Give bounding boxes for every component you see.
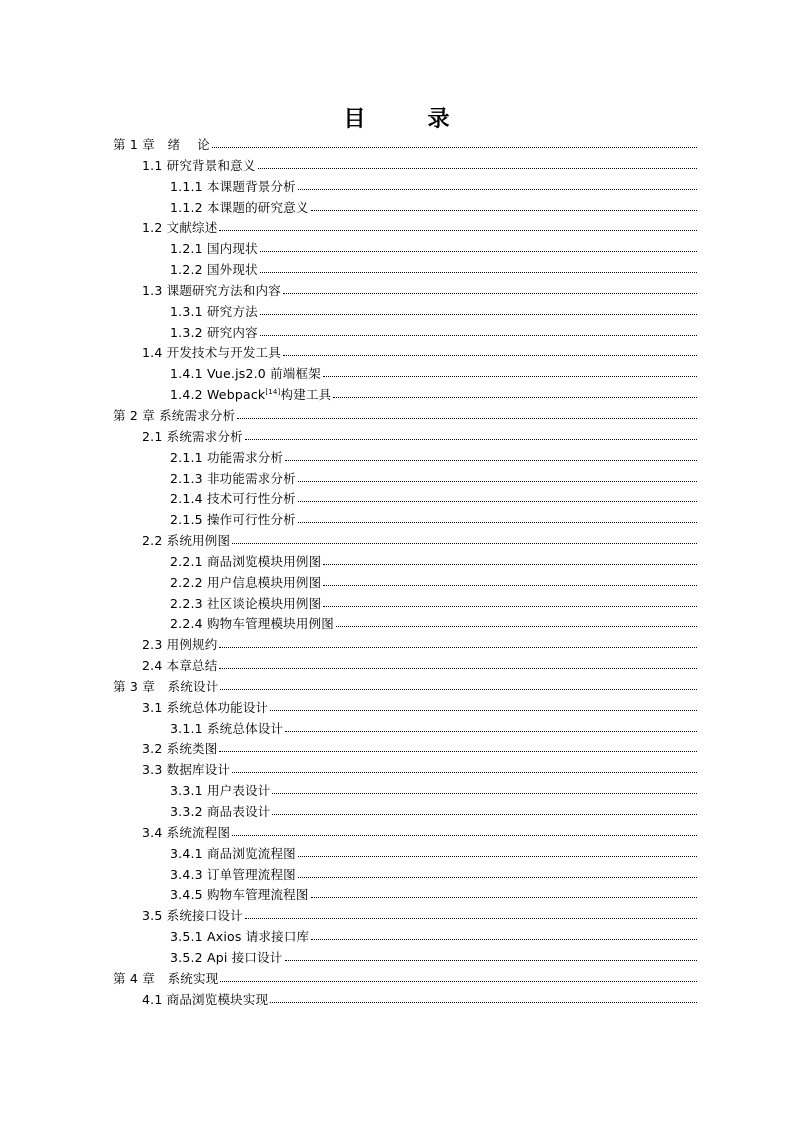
toc-entry-level-1[interactable] (0, 406, 793, 427)
toc-entry-text: 1.1.2 本课题的研究意义 (170, 199, 309, 215)
toc-entry-text: 3.3.2 商品表设计 (170, 804, 271, 819)
toc-entry-text: 1.4.1 Vue.js2.0 前端框架 (170, 366, 321, 382)
dot-leader (285, 959, 697, 961)
dot-leader (298, 188, 697, 190)
toc-entry-text: 3.3.1 用户表设计 (170, 783, 271, 799)
dot-leader (333, 396, 697, 398)
toc-entry-row (170, 364, 697, 385)
toc-entry-level-3[interactable] (0, 552, 793, 573)
toc-entry-level-3[interactable] (0, 260, 793, 281)
toc-entry-text: 3.4.5 购物车管理流程图 (170, 887, 309, 903)
toc-entry-label (170, 844, 296, 865)
dot-leader (237, 417, 697, 419)
toc-entry-level-2[interactable] (0, 760, 793, 781)
toc-entry-text: 3.1 系统总体功能设计 (142, 699, 269, 715)
dot-leader (220, 688, 697, 690)
toc-entry-level-3[interactable] (0, 594, 793, 615)
toc-entry-level-3[interactable] (0, 489, 793, 510)
toc-entry-level-3[interactable] (0, 469, 793, 490)
toc-entry-text-continued: 构建工具 (280, 387, 332, 403)
toc-entry-row (142, 343, 697, 364)
toc-entry-text: 2.1.3 非功能需求分析 (170, 470, 296, 486)
dot-leader (258, 167, 697, 169)
dot-leader (311, 209, 697, 211)
toc-entry-label (170, 239, 258, 260)
dot-leader (270, 709, 697, 711)
toc-entry-label (142, 281, 281, 302)
dot-leader (298, 855, 697, 857)
toc-entry-level-1[interactable] (0, 677, 793, 698)
toc-entry-label (142, 156, 256, 177)
toc-entry-label (142, 531, 230, 552)
toc-entry-level-3[interactable] (0, 781, 793, 802)
toc-entry-text: 2.2.4 购物车管理模块用例图 (170, 616, 334, 632)
toc-entry-label (142, 823, 230, 844)
toc-entry-text: 1.3.2 研究内容 (170, 324, 258, 340)
toc-entry-row (170, 385, 697, 406)
toc-entry-level-2[interactable] (0, 698, 793, 719)
toc-entry-row (170, 177, 697, 198)
table-of-contents (0, 135, 793, 1010)
dot-leader (298, 480, 697, 482)
toc-entry-label (170, 260, 258, 281)
dot-leader (245, 917, 697, 919)
dot-leader (283, 292, 697, 294)
dot-leader (245, 438, 697, 440)
toc-entry-row (142, 427, 697, 448)
toc-entry-level-3[interactable] (0, 510, 793, 531)
toc-entry-text: 3.1.1 系统总体设计 (170, 720, 284, 736)
toc-entry-label (142, 739, 217, 760)
toc-entry-level-3[interactable] (0, 885, 793, 906)
toc-entry-text: 2.3 用例规约 (142, 637, 218, 653)
toc-entry-level-3[interactable] (0, 719, 793, 740)
toc-entry-row (170, 239, 697, 260)
toc-entry-level-3[interactable] (0, 802, 793, 823)
toc-entry-label (170, 489, 296, 510)
toc-entry-text: 4.1 商品浏览模块实现 (142, 991, 269, 1007)
toc-entry-row (170, 594, 697, 615)
toc-entry-row (142, 218, 697, 239)
toc-entry-label (142, 427, 243, 448)
toc-entry-row (142, 531, 697, 552)
toc-entry-level-2[interactable] (0, 281, 793, 302)
toc-entry-text: 1.2.2 国外现状 (170, 262, 258, 278)
toc-entry-text: 3.5 系统接口设计 (142, 908, 243, 924)
toc-entry-row (142, 823, 697, 844)
toc-entry-level-3[interactable] (0, 239, 793, 260)
toc-entry-level-3[interactable] (0, 573, 793, 594)
dot-leader (260, 250, 697, 252)
dot-leader (285, 459, 697, 461)
dot-leader (232, 771, 697, 773)
dot-leader (272, 792, 697, 794)
toc-entry-text: 2.1.5 操作可行性分析 (170, 512, 296, 528)
toc-entry-label (170, 323, 258, 344)
toc-entry-label (170, 781, 270, 802)
toc-entry-row (142, 906, 697, 927)
toc-entry-label (170, 364, 321, 385)
toc-entry-text: 2.1.1 功能需求分析 (170, 449, 284, 465)
toc-entry-label (113, 677, 218, 698)
toc-entry-level-2[interactable] (0, 739, 793, 760)
toc-entry-level-2[interactable] (0, 156, 793, 177)
toc-entry-text: 1.1 研究背景和意义 (142, 157, 256, 173)
dot-leader (285, 730, 697, 732)
toc-entry-level-2[interactable] (0, 635, 793, 656)
toc-entry-text: 第 3 章 系统设计 (113, 678, 219, 694)
toc-entry-level-2[interactable] (0, 531, 793, 552)
toc-entry-row (170, 469, 697, 490)
toc-entry-text: 1.4 开发技术与开发工具 (142, 345, 281, 361)
toc-entry-label (142, 906, 243, 927)
toc-entry-label (170, 198, 309, 219)
toc-entry-row (142, 656, 697, 677)
toc-entry-text: 1.3.1 研究方法 (170, 303, 258, 319)
toc-entry-label (170, 802, 270, 823)
dot-leader (260, 334, 697, 336)
toc-entry-level-3[interactable] (0, 385, 793, 406)
toc-entry-text: 2.2.3 社区谈论模块用例图 (170, 595, 322, 611)
toc-entry-level-1[interactable] (0, 135, 793, 156)
toc-entry-text: 3.5.2 Api 接口设计 (170, 949, 283, 965)
toc-entry-row (170, 865, 697, 886)
toc-entry-level-3[interactable] (0, 844, 793, 865)
toc-entry-row (170, 927, 697, 948)
toc-entry-level-2[interactable] (0, 823, 793, 844)
toc-entry-text: 3.5.1 Axios 请求接口库 (170, 929, 310, 945)
dot-leader (219, 229, 697, 231)
toc-entry-row (170, 260, 697, 281)
toc-entry-row (170, 719, 697, 740)
toc-entry-label (142, 656, 217, 677)
toc-entry-label (170, 510, 296, 531)
toc-entry-text: 第 4 章 系统实现 (113, 970, 219, 986)
toc-entry-label (142, 760, 230, 781)
toc-entry-row (170, 948, 697, 969)
toc-entry-row (113, 969, 697, 990)
toc-entry-row (170, 552, 697, 573)
toc-entry-row (113, 135, 697, 156)
toc-entry-label (170, 302, 258, 323)
toc-entry-text: 2.2.1 商品浏览模块用例图 (170, 553, 322, 569)
toc-entry-row (170, 323, 697, 344)
toc-entry-row (142, 698, 697, 719)
toc-entry-level-3[interactable] (0, 364, 793, 385)
dot-leader (323, 375, 697, 377)
toc-entry-label (170, 469, 296, 490)
toc-entry-level-1[interactable] (0, 969, 793, 990)
dot-leader (220, 980, 697, 982)
toc-entry-row (142, 635, 697, 656)
toc-entry-label (170, 385, 331, 406)
toc-entry-text: 2.1 系统需求分析 (142, 428, 243, 444)
dot-leader (270, 1001, 697, 1003)
toc-entry-text: 1.2 文献综述 (142, 220, 218, 236)
toc-entry-label (113, 969, 218, 990)
toc-entry-row (113, 677, 697, 698)
dot-leader (323, 605, 697, 607)
dot-leader (311, 896, 697, 898)
toc-entry-text: 1.3 课题研究方法和内容 (142, 282, 281, 298)
toc-entry-label (113, 406, 235, 427)
toc-entry-label (142, 698, 268, 719)
toc-entry-text: 3.4 系统流程图 (142, 824, 231, 840)
citation-superscript: [14] (265, 388, 281, 397)
toc-entry-text: 3.2 系统类图 (142, 741, 218, 757)
dot-leader (219, 646, 697, 648)
toc-entry-level-3[interactable] (0, 948, 793, 969)
toc-entry-label (170, 927, 309, 948)
toc-entry-row (170, 614, 697, 635)
toc-entry-level-2[interactable] (0, 218, 793, 239)
toc-entry-text: 第 2 章 系统需求分析 (113, 407, 236, 423)
toc-entry-text: 3.4.1 商品浏览流程图 (170, 845, 296, 861)
dot-leader (219, 750, 697, 752)
toc-entry-text: 2.2 系统用例图 (142, 533, 231, 549)
dot-leader (298, 876, 697, 878)
toc-entry-level-3[interactable] (0, 323, 793, 344)
toc-entry-row (170, 573, 697, 594)
dot-leader (323, 563, 697, 565)
toc-entry-level-3[interactable] (0, 865, 793, 886)
toc-entry-row (142, 739, 697, 760)
dot-leader (219, 667, 697, 669)
toc-entry-level-2[interactable] (0, 343, 793, 364)
toc-entry-level-2[interactable] (0, 906, 793, 927)
toc-entry-text: 2.2.2 用户信息模块用例图 (170, 574, 322, 590)
dot-leader (283, 354, 697, 356)
dot-leader (260, 271, 697, 273)
toc-entry-row (170, 198, 697, 219)
toc-entry-text: 1.1.1 本课题背景分析 (170, 178, 296, 194)
toc-entry-label (170, 552, 321, 573)
dot-leader (298, 521, 697, 523)
dot-leader (272, 813, 697, 815)
dot-leader (311, 938, 697, 940)
toc-entry-label (170, 177, 296, 198)
toc-entry-level-3[interactable] (0, 198, 793, 219)
toc-entry-text: 1.4.2 Webpack (170, 387, 266, 403)
toc-entry-row (142, 281, 697, 302)
toc-entry-text: 第 1 章 绪 论 (113, 137, 210, 152)
toc-entry-level-3[interactable] (0, 927, 793, 948)
toc-entry-row (170, 489, 697, 510)
toc-entry-text: 1.2.1 国内现状 (170, 241, 258, 257)
toc-entry-row (170, 885, 697, 906)
toc-entry-label (170, 948, 283, 969)
toc-entry-row (142, 760, 697, 781)
toc-entry-text: 2.1.4 技术可行性分析 (170, 491, 296, 507)
toc-entry-level-2[interactable] (0, 427, 793, 448)
toc-entry-label (142, 218, 217, 239)
toc-entry-row (170, 448, 697, 469)
toc-entry-label (170, 885, 309, 906)
toc-entry-label (142, 343, 281, 364)
dot-leader (260, 313, 697, 315)
dot-leader (232, 542, 697, 544)
toc-entry-level-3[interactable] (0, 614, 793, 635)
toc-entry-text: 3.3 数据库设计 (142, 762, 231, 778)
toc-entry-label (170, 573, 321, 594)
toc-entry-label (142, 990, 268, 1011)
toc-entry-row (113, 406, 697, 427)
toc-entry-row (142, 990, 697, 1011)
dot-leader (298, 500, 697, 502)
toc-entry-row (142, 156, 697, 177)
dot-leader (336, 625, 697, 627)
toc-entry-row (170, 844, 697, 865)
toc-entry-row (170, 510, 697, 531)
toc-entry-row (170, 302, 697, 323)
toc-entry-row (170, 802, 697, 823)
toc-entry-text: 2.4 本章总结 (142, 658, 218, 674)
toc-entry-label (113, 135, 210, 156)
toc-entry-level-3[interactable] (0, 177, 793, 198)
toc-entry-label (170, 614, 334, 635)
toc-entry-level-3[interactable] (0, 448, 793, 469)
toc-entry-row (170, 781, 697, 802)
dot-leader (212, 146, 697, 148)
toc-entry-level-2[interactable] (0, 656, 793, 677)
toc-entry-level-3[interactable] (0, 302, 793, 323)
toc-entry-label (142, 635, 217, 656)
dot-leader (323, 584, 697, 586)
page-title: 目 录 (343, 106, 470, 132)
toc-entry-text: 3.4.3 订单管理流程图 (170, 866, 296, 882)
toc-entry-label (170, 594, 321, 615)
toc-entry-label (170, 719, 283, 740)
toc-entry-label (170, 865, 296, 886)
toc-entry-level-2[interactable] (0, 990, 793, 1011)
toc-entry-label (170, 448, 283, 469)
dot-leader (232, 834, 697, 836)
